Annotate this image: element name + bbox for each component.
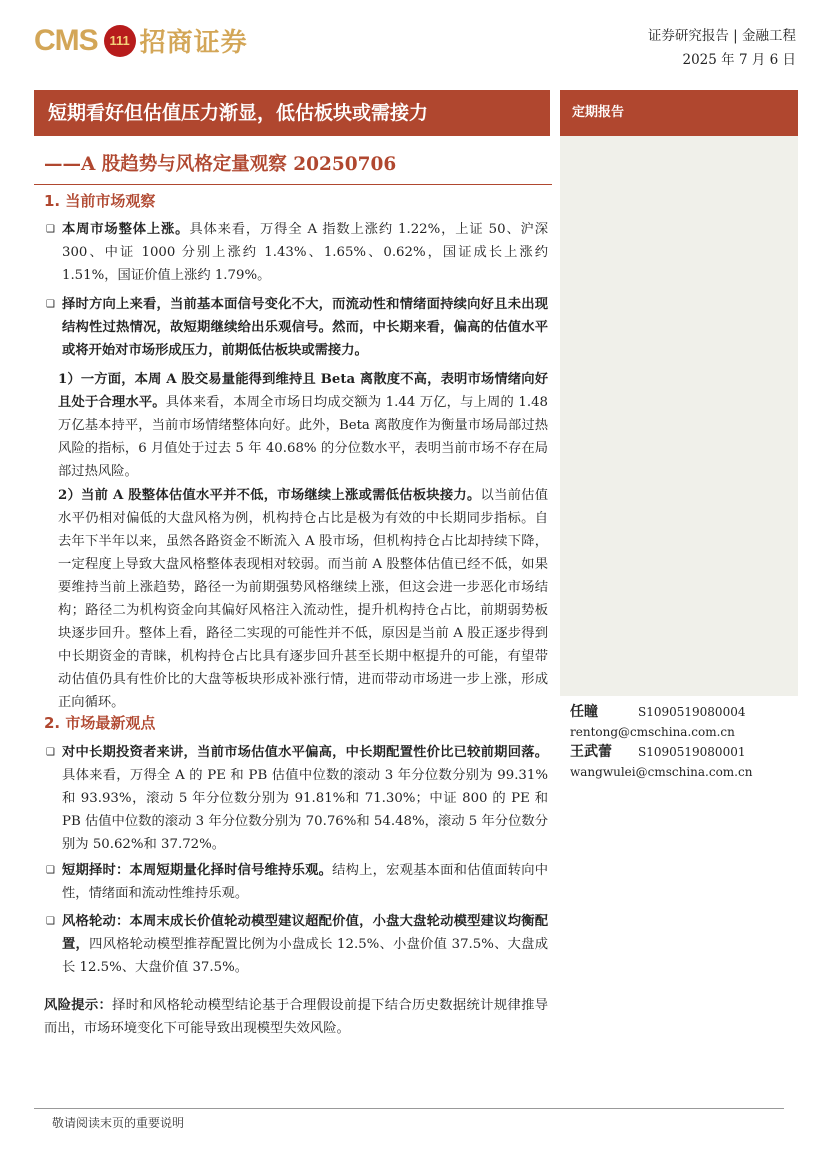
bold-lead: 2）当前 A 股整体估值水平并不低，市场继续上涨或需低估板块接力。	[58, 488, 481, 503]
paragraph-short-term-timing	[46, 859, 548, 905]
bullet-icon: ❑	[46, 916, 55, 927]
bold-lead: 择时方向上来看，当前基本面信号变化不大，而流动性和情绪面持续向好且未出现结构性过热情况，故短期继续给出乐观信号。然而，中长期来看，偏高的估值水平或将开始对市场形成压力，前期低估板块或需接力。	[62, 297, 548, 358]
analyst-card	[570, 742, 795, 782]
analyst-registration: S1090519080004	[638, 705, 746, 719]
analyst-card	[570, 702, 795, 742]
body-text: 四风格轮动模型推荐配置比例为小盘成长 12.5%、小盘价值 37.5%、大盘成长 12.5%、大盘价值 37.5%。	[62, 937, 548, 975]
sidebar-panel	[560, 90, 798, 696]
analyst-email[interactable]: rentong@cmschina.com.cn	[570, 725, 735, 739]
analyst-email[interactable]: wangwulei@cmschina.com.cn	[570, 765, 753, 779]
analyst-name: 任瞳	[570, 704, 598, 720]
paragraph-style-rotation	[46, 910, 548, 979]
company-logo	[34, 22, 248, 59]
bold-lead: 短期择时：本周短期量化择时信号维持乐观。	[62, 863, 333, 878]
sidebar-report-label: 定期报告	[560, 90, 798, 136]
report-title: 短期看好但估值压力渐显，低估板块或需接力	[34, 90, 550, 136]
bold-lead: 1）一方面，本周 A 股交易量能得到维持且 Beta 离散度不高，表明市场情绪向好且处于合理水平。	[58, 372, 548, 410]
section-heading-1: 1. 当前市场观察	[44, 192, 156, 210]
paragraph-timing-direction	[46, 293, 548, 362]
bold-lead: 对中长期投资者来讲，当前市场估值水平偏高，中长期配置性价比已较前期回落。	[62, 745, 548, 760]
paragraph-point-two	[46, 484, 548, 714]
risk-text: 择时和风格轮动模型结论基于合理假设前提下结合历史数据统计规律推导而出，市场环境变化下可能导致出现模型失效风险。	[44, 998, 549, 1036]
bullet-icon: ❑	[46, 299, 55, 310]
body-text: 具体来看，本周全市场日均成交额为 1.44 万亿，与上周的 1.48 万亿基本持平，当前市场情绪整体向好。此外，Beta 离散度作为衡量市场局部过热风险的指标，6 月值处于过去 5 年 40.68% 的分位数水平，表明当前市场不存在局部过热风险。	[58, 395, 548, 479]
body-text: 以当前估值水平仍相对偏低的大盘风格为例，机构持仓占比是极为有效的中长期同步指标。自去年下半年以来，虽然各路资金不断流入 A 股市场，但机构持仓占比却持续下降，一定程度上导致大盘风格整体表现相对较弱。而当前 A 股整体估值已经不低，如果要维持当前上涨趋势，路径一为前期强势风格继续上涨，但这会进一步恶化市场结构；路径二为机构资金向其偏好风格注入流动性，提升机构持仓占比，前期弱势板块逐步回升。整体上看，路径二实现的可能性并不低，原因是当前 A 股正逐步得到中长期资金的青睐，机构持仓占比具有逐步回升甚至长期中枢提升的可能，有望带动估值仍具有性价比的大盘等板块形成补涨行情，进而带动市场进一步上涨，形成正向循环。	[58, 488, 549, 710]
risk-warning	[44, 994, 548, 1040]
logo-emblem-icon: 111	[104, 25, 136, 57]
analyst-name: 王武蕾	[570, 744, 612, 760]
bold-lead: 本周市场整体上涨。	[62, 222, 190, 237]
report-type: 证券研究报告 | 金融工程	[647, 28, 796, 44]
title-divider	[34, 184, 552, 185]
header-meta	[648, 24, 796, 72]
paragraph-market-overview	[46, 218, 548, 287]
bullet-icon: ❑	[46, 865, 55, 876]
paragraph-valuation	[46, 741, 548, 856]
report-date: 2025 年 7 月 6 日	[682, 52, 796, 68]
body-text: 结构上，宏观基本面和估值面转向中性，情绪面和流动性维持乐观。	[62, 863, 549, 901]
bold-lead: 风格轮动：本周末成长价值轮动模型建议超配价值，小盘大盘轮动模型建议均衡配置，	[62, 914, 548, 952]
bullet-icon: ❑	[46, 747, 55, 758]
footer-disclaimer: 敬请阅读末页的重要说明	[52, 1116, 185, 1130]
footer-divider	[34, 1108, 784, 1109]
report-subtitle: ——A 股趋势与风格定量观察 20250706	[44, 154, 397, 175]
risk-label: 风险提示：	[44, 998, 113, 1013]
body-text: 具体来看，万得全 A 指数上涨约 1.22%，上证 50、沪深 300、中证 1000 分别上涨约 1.43%、1.65%、0.62%，国证成长上涨约 1.51%，国证价值上涨约 1.79%。	[62, 222, 548, 283]
logo-chinese: 招商证券	[139, 28, 248, 58]
logo-latin: CMS	[34, 23, 98, 57]
section-heading-2: 2. 市场最新观点	[44, 714, 156, 732]
paragraph-point-one	[46, 368, 548, 483]
analyst-registration: S1090519080001	[638, 745, 746, 759]
body-text: 具体来看，万得全 A 的 PE 和 PB 估值中位数的滚动 3 年分位数分别为 99.31%和 93.93%，滚动 5 年分位数分别为 91.81%和 71.30%；中证 800 的 PE 和 PB 估值中位数的滚动 3 年分位数分别为 70.76%和 54.48%，滚动 5 年分位数分别为 50.62%和 37.72%。	[62, 768, 548, 852]
bullet-icon: ❑	[46, 224, 55, 235]
